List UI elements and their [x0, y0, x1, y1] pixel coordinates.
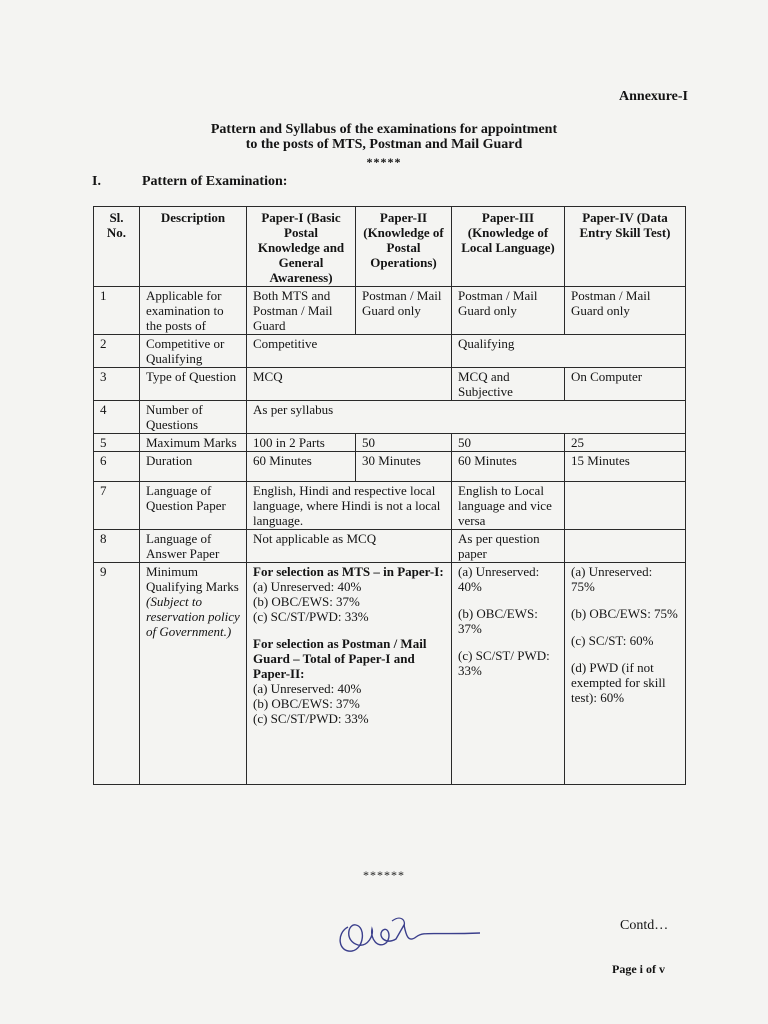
cell-paper-2: 30 Minutes	[356, 452, 452, 482]
table-header-row	[94, 207, 686, 287]
cell-paper-1-2: MCQ	[247, 368, 452, 401]
row-number: 9	[94, 563, 140, 785]
section-heading	[92, 174, 287, 190]
row-number: 7	[94, 482, 140, 530]
section-title: Pattern of Examination:	[142, 174, 288, 189]
table-row	[94, 368, 686, 401]
header-paper-3: Paper-III (Knowledge of Local Language)	[452, 207, 565, 287]
cell-paper-4: Postman / Mail Guard only	[565, 287, 686, 335]
paper3-unreserved: (a) Unreserved: 40%	[458, 564, 540, 594]
paper4-sc-st: (c) SC/ST: 60%	[571, 633, 654, 648]
header-description: Description	[140, 207, 247, 287]
header-sl-no: Sl. No.	[94, 207, 140, 287]
table-row	[94, 287, 686, 335]
paper3-obc-ews: (b) OBC/EWS: 37%	[458, 606, 538, 636]
paper4-obc-ews: (b) OBC/EWS: 75%	[571, 606, 678, 621]
table-row	[94, 434, 686, 452]
row-number: 5	[94, 434, 140, 452]
cell-paper-1-2	[247, 563, 452, 785]
paper4-pwd: (d) PWD (if not exempted for skill test): 60%	[571, 660, 666, 705]
document-title	[0, 122, 768, 152]
cell-paper-3: 60 Minutes	[452, 452, 565, 482]
table-row	[94, 482, 686, 530]
section-number: I.	[92, 174, 101, 189]
row-description: Language of Question Paper	[140, 482, 247, 530]
cell-paper-2: 50	[356, 434, 452, 452]
cell-paper-2: Postman / Mail Guard only	[356, 287, 452, 335]
mts-obc-ews: (b) OBC/EWS: 37%	[253, 594, 360, 609]
table-row	[94, 530, 686, 563]
header-paper-4: Paper-IV (Data Entry Skill Test)	[565, 207, 686, 287]
cell-paper-1: 60 Minutes	[247, 452, 356, 482]
row-number: 2	[94, 335, 140, 368]
qualifying-marks-label: Minimum Qualifying Marks	[146, 564, 239, 594]
header-paper-2: Paper-II (Knowledge of Postal Operations)	[356, 207, 452, 287]
cell-paper-4-empty	[565, 482, 686, 530]
row-description: Competitive or Qualifying	[140, 335, 247, 368]
cell-paper-3: 50	[452, 434, 565, 452]
cell-paper-1-2: Competitive	[247, 335, 452, 368]
row-description: Applicable for examination to the posts of	[140, 287, 247, 335]
cell-all-papers: As per syllabus	[247, 401, 686, 434]
postman-sc-st-pwd: (c) SC/ST/PWD: 33%	[253, 711, 369, 726]
row-description	[140, 563, 247, 785]
continued-label: Contd…	[620, 918, 669, 933]
mts-heading: For selection as MTS – in Paper-I:	[253, 564, 444, 579]
page-number: Page i of v	[612, 962, 665, 976]
mts-unreserved: (a) Unreserved: 40%	[253, 579, 362, 594]
row-number: 1	[94, 287, 140, 335]
paper4-unreserved: (a) Unreserved: 75%	[571, 564, 653, 594]
cell-paper-4: On Computer	[565, 368, 686, 401]
row-description: Number of Questions	[140, 401, 247, 434]
postman-heading: For selection as Postman / Mail Guard – Total of Paper-I and Paper-II:	[253, 636, 427, 681]
cell-paper-4: 15 Minutes	[565, 452, 686, 482]
title-line-2: to the posts of MTS, Postman and Mail Guard	[245, 137, 523, 152]
separator-bottom: ******	[363, 868, 405, 882]
row-description: Language of Answer Paper	[140, 530, 247, 563]
cell-paper-3	[452, 563, 565, 785]
row-description: Type of Question	[140, 368, 247, 401]
cell-paper-3: Postman / Mail Guard only	[452, 287, 565, 335]
cell-paper-1-2: Not applicable as MCQ	[247, 530, 452, 563]
separator-top: *****	[366, 155, 402, 169]
mts-sc-st-pwd: (c) SC/ST/PWD: 33%	[253, 609, 369, 624]
table-row	[94, 452, 686, 482]
row-number: 3	[94, 368, 140, 401]
postman-obc-ews: (b) OBC/EWS: 37%	[253, 696, 360, 711]
annexure-label: Annexure-I	[619, 89, 688, 104]
cell-paper-3-4: Qualifying	[452, 335, 686, 368]
table-row	[94, 563, 686, 785]
cell-paper-3: English to Local language and vice versa	[452, 482, 565, 530]
header-paper-1: Paper-I (Basic Postal Knowledge and General Awareness)	[247, 207, 356, 287]
cell-paper-1: 100 in 2 Parts	[247, 434, 356, 452]
row-description: Maximum Marks	[140, 434, 247, 452]
cell-paper-4	[565, 563, 686, 785]
row-number: 4	[94, 401, 140, 434]
postman-unreserved: (a) Unreserved: 40%	[253, 681, 362, 696]
cell-paper-3: As per question paper	[452, 530, 565, 563]
cell-paper-3: MCQ and Subjective	[452, 368, 565, 401]
reservation-note: (Subject to reservation policy of Government.)	[146, 594, 240, 639]
table-row	[94, 335, 686, 368]
cell-paper-4-empty	[565, 530, 686, 563]
row-number: 6	[94, 452, 140, 482]
paper3-sc-st-pwd: (c) SC/ST/ PWD: 33%	[458, 648, 550, 678]
row-description: Duration	[140, 452, 247, 482]
table-row	[94, 401, 686, 434]
row-number: 8	[94, 530, 140, 563]
cell-paper-1-2: English, Hindi and respective local language, where Hindi is not a local language.	[247, 482, 452, 530]
cell-paper-4: 25	[565, 434, 686, 452]
cell-paper-1: Both MTS and Postman / Mail Guard	[247, 287, 356, 335]
signature-icon	[334, 905, 484, 965]
title-line-1: Pattern and Syllabus of the examinations for appointment	[210, 122, 558, 137]
pattern-table	[93, 206, 686, 785]
